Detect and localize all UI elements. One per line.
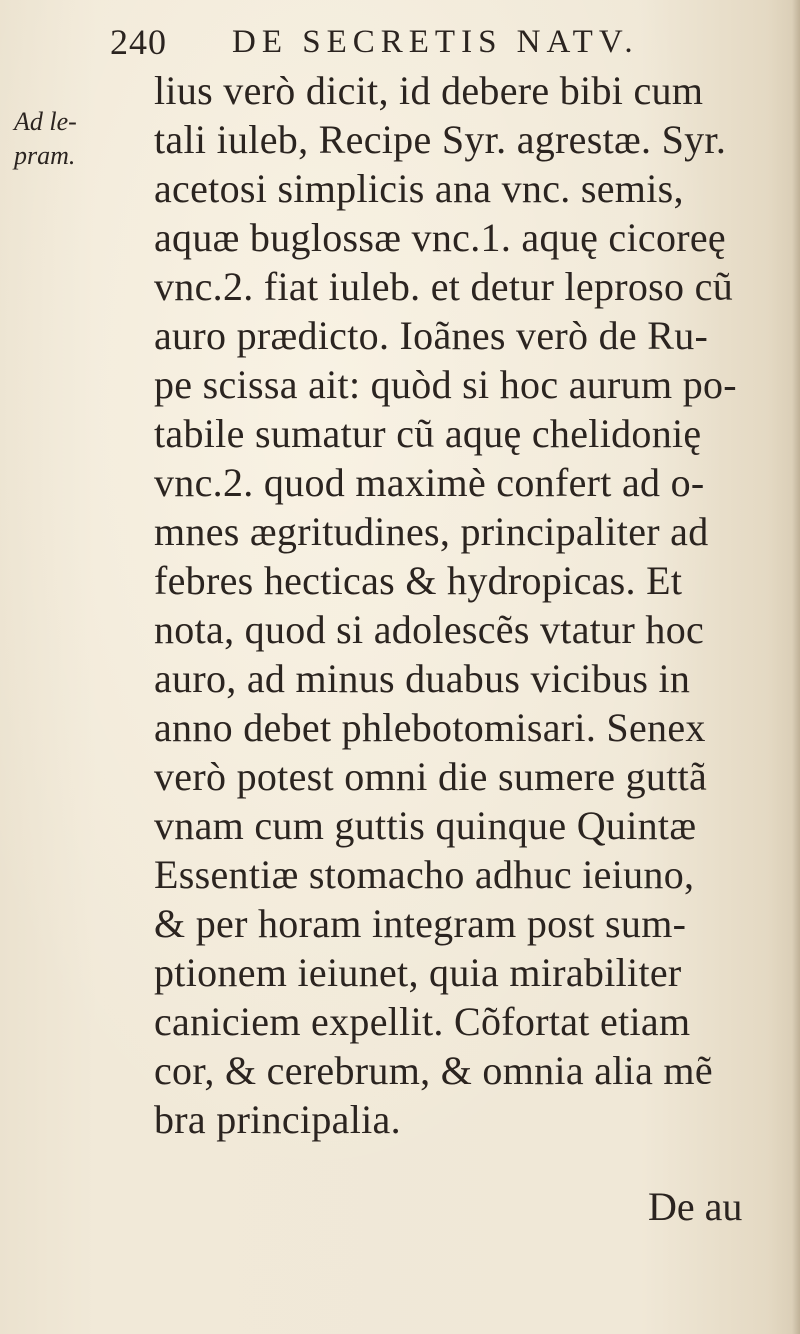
catchword: De au <box>648 1184 743 1229</box>
text-line: lius verò dicit, id debere bibi cum <box>154 68 704 113</box>
running-head: DE SECRETIS NATV. <box>232 24 639 60</box>
text-line: acetosi simplicis ana vnc. semis, <box>154 166 684 211</box>
text-line: bra principalia. <box>154 1097 401 1142</box>
text-line: anno debet phlebotomisari. Senex <box>154 705 706 750</box>
text-line: nota, quod si adolescẽs vtatur hoc <box>154 607 705 652</box>
text-line: mnes ægritudines, principaliter ad <box>154 509 709 554</box>
text-line: cor, & cerebrum, & omnia alia mẽ <box>154 1048 713 1093</box>
text-line: tabile sumatur cũ aquę chelidonię <box>154 411 702 456</box>
margin-note-line: Ad le- <box>14 107 77 136</box>
text-line: Essentiæ stomacho adhuc ieiuno, <box>154 852 695 897</box>
text-line: tali iuleb, Recipe Syr. agrestæ. Syr. <box>154 117 727 162</box>
text-line: caniciem expellit. Cõfortat etiam <box>154 999 691 1044</box>
text-line: & per horam integram post sum- <box>154 901 687 946</box>
text-line: febres hecticas & hydropicas. Et <box>154 558 683 603</box>
text-line: aquæ buglossæ vnc.1. aquę cicoreę <box>154 215 726 260</box>
margin-note <box>14 105 98 173</box>
page-header <box>110 18 750 66</box>
margin-note-line: pram. <box>14 141 76 170</box>
text-line: vnc.2. quod maximè confert ad o- <box>154 460 705 505</box>
page-number: 240 <box>110 22 167 62</box>
text-line: pe scissa ait: quòd si hoc aurum po- <box>154 362 737 407</box>
text-line: ptionem ieiunet, quia mirabiliter <box>154 950 682 995</box>
text-line: auro, ad minus duabus vicibus in <box>154 656 691 701</box>
text-line: vnam cum guttis quinque Quintæ <box>154 803 697 848</box>
text-line: auro prædicto. Ioãnes verò de Ru- <box>154 313 709 358</box>
text-line: vnc.2. fiat iuleb. et detur leproso cũ <box>154 264 733 309</box>
body-text <box>154 66 794 1144</box>
text-line: verò potest omni die sumere guttã <box>154 754 708 799</box>
